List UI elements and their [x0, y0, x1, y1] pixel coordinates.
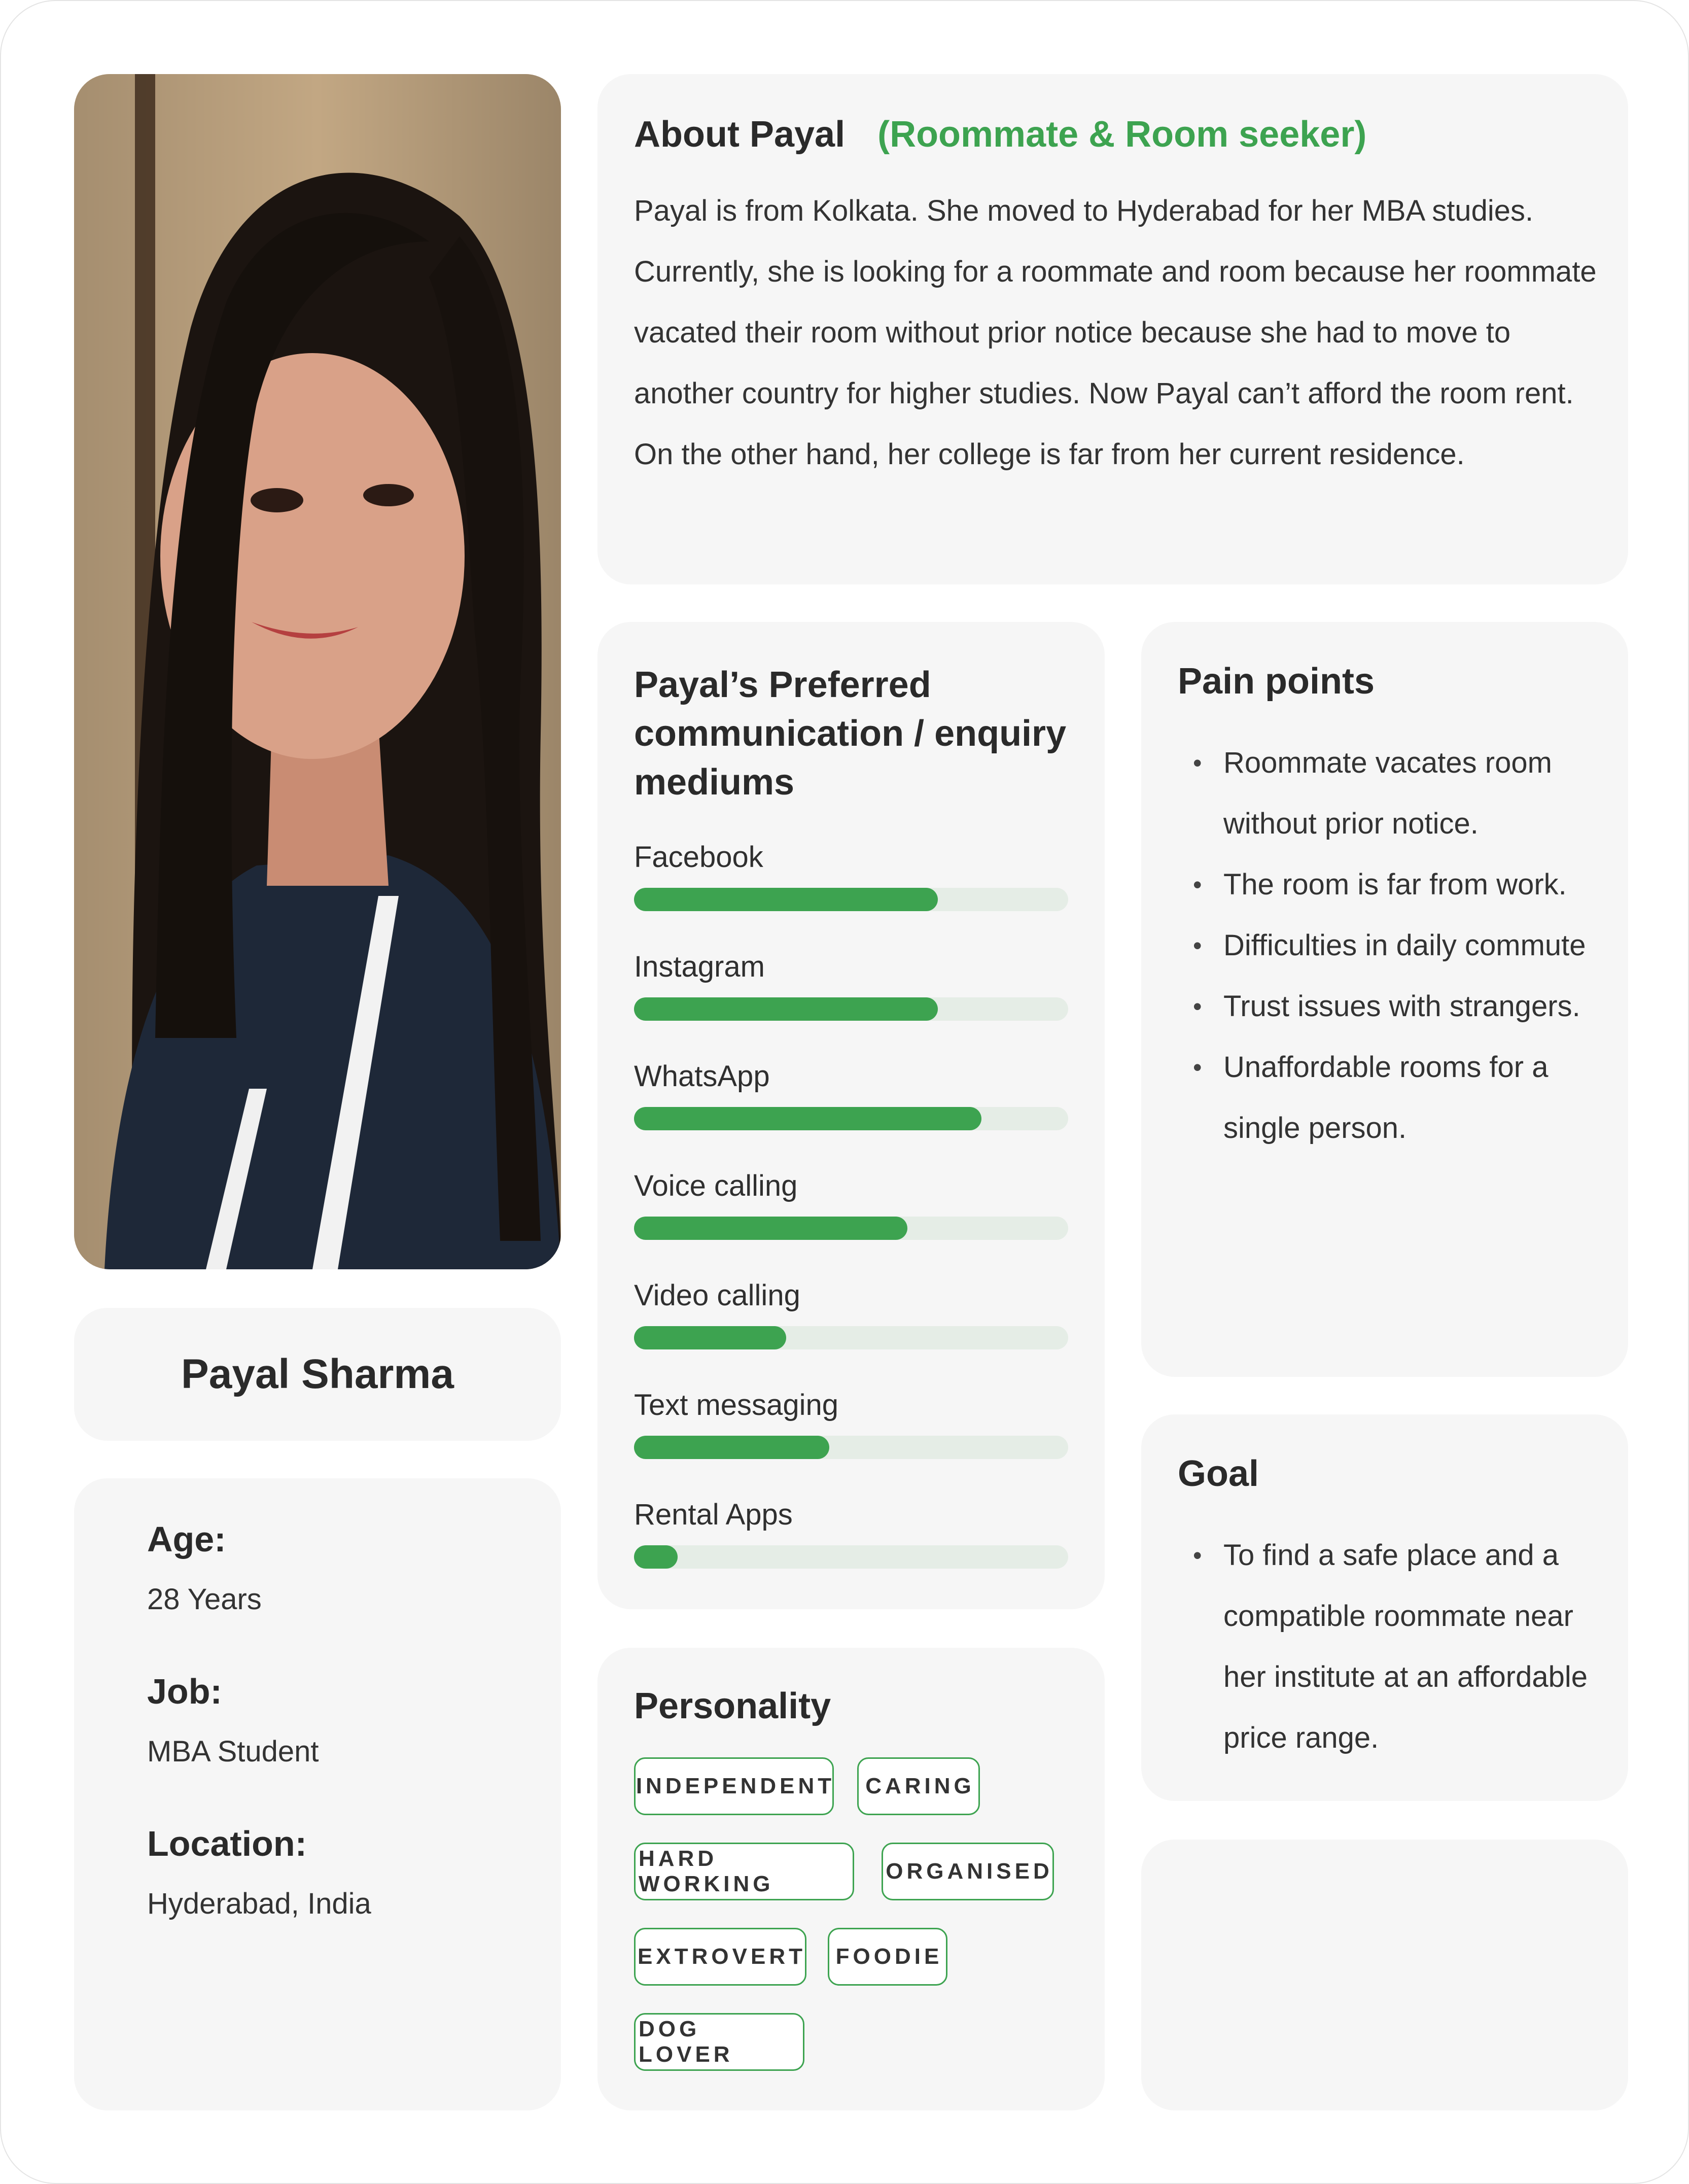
age-value: 28 Years [147, 1583, 262, 1616]
bar-label: Text messaging [634, 1389, 838, 1422]
pain-point-item: • Difficulties in daily commute [1178, 915, 1604, 976]
bar-label: Video calling [634, 1279, 800, 1312]
persona-name: Payal Sharma [181, 1351, 454, 1397]
bar-label: Rental Apps [634, 1498, 793, 1531]
bar-fill [634, 1436, 829, 1459]
bar-label: WhatsApp [634, 1060, 770, 1093]
bar-label: Instagram [634, 950, 765, 983]
persona-photo [74, 74, 561, 1269]
bar-fill [634, 1217, 907, 1240]
about-card [597, 74, 1628, 584]
location-label: Location: [147, 1824, 307, 1863]
pain-points-card [1141, 622, 1628, 1377]
pain-point-item: • Trust issues with strangers. [1178, 976, 1604, 1037]
pain-points-list [1178, 733, 1604, 1159]
goal-card [1141, 1414, 1628, 1801]
bar-track [634, 1326, 1068, 1349]
bar-fill [634, 888, 938, 911]
goal-title: Goal [1178, 1453, 1259, 1494]
personality-title: Personality [634, 1686, 831, 1726]
pain-point-item: • Roommate vacates room without prior notice. [1178, 733, 1604, 854]
bar-label: Voice calling [634, 1169, 798, 1202]
job-value: MBA Student [147, 1735, 319, 1768]
age-label: Age: [147, 1519, 226, 1559]
about-role: (Roommate & Room seeker) [877, 114, 1367, 155]
trait-chip-extrovert: EXTROVERT [634, 1928, 806, 1986]
pain-point-item: • The room is far from work. [1178, 854, 1604, 915]
goal-list [1178, 1525, 1614, 1769]
communication-bars [634, 840, 1068, 1601]
bar-track [634, 1545, 1068, 1569]
bar-track [634, 1217, 1068, 1240]
portrait-illustration [74, 74, 561, 1269]
details-card [74, 1478, 561, 2110]
about-title: About Payal [634, 114, 846, 155]
bar-track [634, 997, 1068, 1021]
bar-track [634, 888, 1068, 911]
pain-points-title: Pain points [1178, 661, 1375, 702]
trait-chip-organised: ORGANISED [882, 1843, 1054, 1900]
trait-chip-hard-working: HARD WORKING [634, 1843, 854, 1900]
location-value: Hyderabad, India [147, 1887, 371, 1920]
goal-item: • To find a safe place and a compatible roommate near her institute at an affordable price range. [1178, 1525, 1614, 1769]
trait-chip-foodie: FOODIE [828, 1928, 947, 1986]
bar-fill [634, 1326, 786, 1349]
bar-label: Facebook [634, 841, 763, 874]
personality-card [597, 1648, 1105, 2110]
about-text: Payal is from Kolkata. She moved to Hyderabad for her MBA studies. Currently, she is looking for a roommate and room because her roommate vacated their room without prior notice because she had to move to another country for higher studies. Now Payal can’t afford the room rent. On the other hand, her college is far from her current residence. [634, 194, 1597, 471]
name-card [74, 1308, 561, 1441]
bar-fill [634, 997, 938, 1021]
trait-chip-dog-lover: DOG LOVER [634, 2013, 804, 2071]
communication-title: Payal’s Preferred communication / enquiry mediums [634, 665, 1067, 803]
bar-track [634, 1436, 1068, 1459]
bar-fill [634, 1545, 678, 1569]
about-heading [634, 114, 1366, 155]
communication-card [597, 622, 1105, 1609]
trait-chip-independent: INDEPENDENT [634, 1757, 834, 1815]
empty-card [1141, 1840, 1628, 2110]
trait-chip-caring: CARING [857, 1757, 980, 1815]
bar-fill [634, 1107, 981, 1130]
bar-track [634, 1107, 1068, 1130]
pain-point-item: • Unaffordable rooms for a single person. [1178, 1037, 1604, 1159]
job-label: Job: [147, 1672, 222, 1711]
